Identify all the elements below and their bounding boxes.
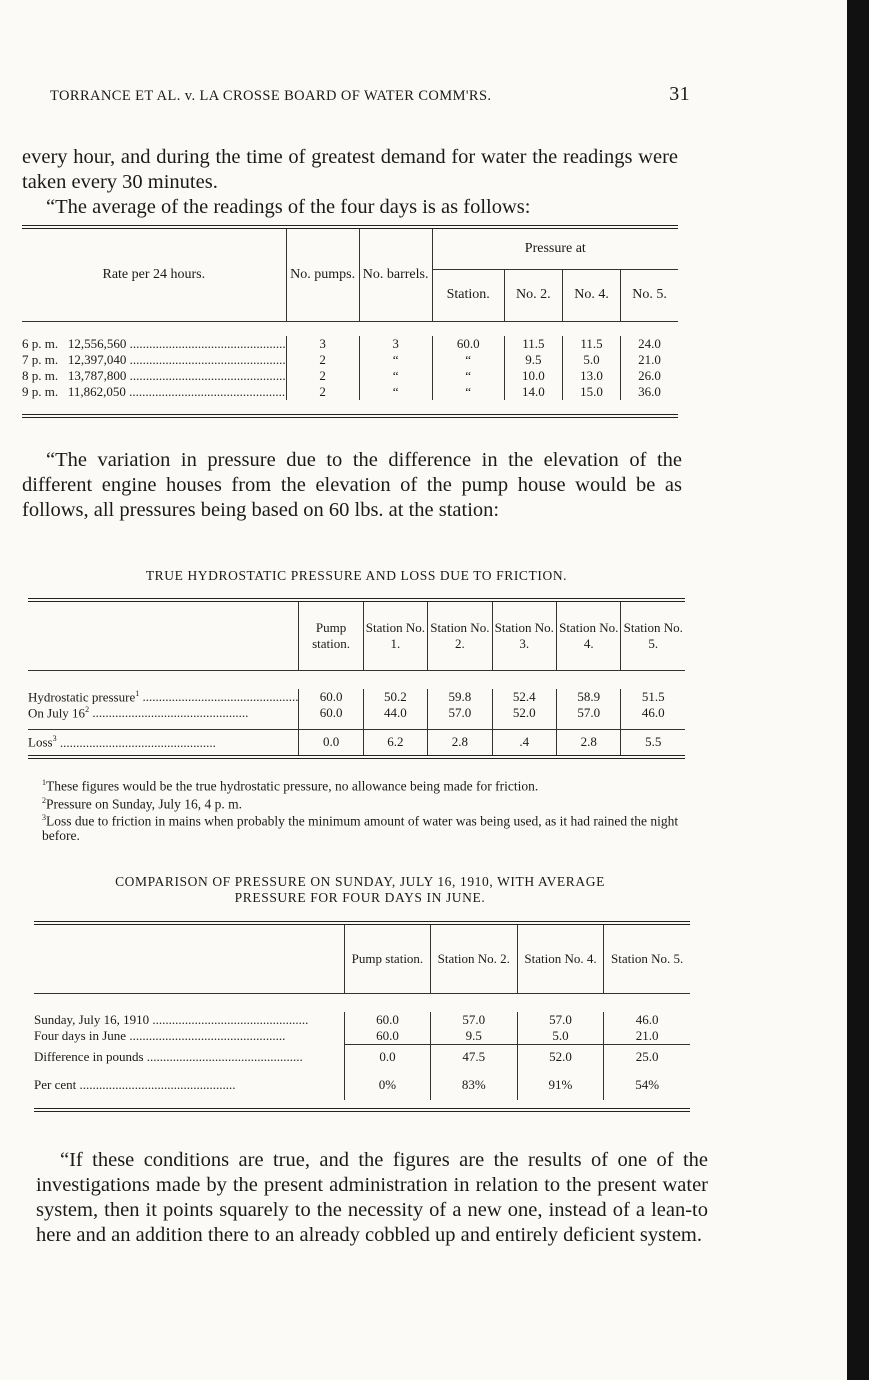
- table-row: Sunday, July 16, 1910 ..... 60.0 57.0 57.0 46.0: [34, 1012, 690, 1028]
- col-pump-station: Pump station.: [345, 923, 431, 993]
- footnotes: [30, 776, 690, 843]
- pumps-header: No. pumps.: [286, 227, 359, 321]
- col-station-4: Station No. 4.: [517, 923, 604, 993]
- table3-caption: COMPARISON OF PRESSURE ON SUNDAY, JULY 16, 1910, WITH AVERAGE PRESSURE FOR FOUR DAYS IN JUNE.: [115, 874, 605, 905]
- running-title: TORRANCE ET AL. v. LA CROSSE BOARD OF WATER COMM'RS.: [50, 88, 492, 104]
- loss-row: Loss$^3$ ..... 0.0 6.2 2.8 .4 2.8 5.5: [28, 729, 685, 757]
- col-station-5: Station No. 5.: [621, 600, 685, 670]
- no4-header: No. 4.: [562, 269, 620, 321]
- table-row: Hydrostatic pressure$^1$ ..... 60.0 50.2 59.8 52.4 58.9 51.5: [28, 689, 685, 705]
- intro-text: every hour, and during the time of greatest demand for water the readings were taken every 30 minutes.: [22, 146, 678, 193]
- page-number: 31: [669, 83, 690, 105]
- rate-header: Rate per 24 hours.: [102, 266, 206, 282]
- col-station-2: Station No. 2.: [428, 600, 492, 670]
- table-row: 6 p. m. 12,556,560 ..... 3 3 60.0 11.5 11.5 24.0: [22, 336, 678, 352]
- barrels-header: No. barrels.: [359, 227, 432, 321]
- col-station-3: Station No. 3.: [492, 600, 556, 670]
- table-row: On July $16^2$ ..... 60.0 44.0 57.0 52.0 57.0 46.0: [28, 705, 685, 721]
- pressure-at-header: Pressure at: [432, 227, 678, 269]
- average-readings-table: [22, 225, 678, 418]
- table2-caption: TRUE HYDROSTATIC PRESSURE AND LOSS DUE TO FRICTION.: [145, 568, 568, 583]
- col-pump-station: Pump station.: [299, 600, 363, 670]
- hydrostatic-pressure-table: [28, 598, 685, 759]
- footnote-2: $^2$Pressure on Sunday, July 16, 4 p. m.: [42, 795, 242, 811]
- table-row: 9 p. m. 11,862,050 ..... 2 “ “ 14.0 15.0 36.0: [22, 384, 678, 400]
- running-header: [50, 83, 690, 105]
- col-station-2: Station No. 2.: [430, 923, 517, 993]
- difference-row: Difference in pounds ..... 0.0 47.5 52.0 25.0: [34, 1044, 690, 1070]
- table-row: Four days in June ..... 60.0 9.5 5.0 21.0: [34, 1028, 690, 1045]
- station-header: Station.: [432, 269, 504, 321]
- no5-header: No. 5.: [621, 269, 678, 321]
- variation-paragraph: “The variation in pressure due to the difference in the elevation of the different engine houses from the elevation of the pump house would be as follows, all pressures being based on 60 lbs. at the station:: [22, 449, 682, 521]
- closing-paragraph: “If these conditions are true, and the figures are the results of one of the investigations made by the present administration in relation to the present water system, then it points squarely to the necessity of a new one, instead of a lean-to here and an addition there to an already cobbled up and entirely deficient system.: [36, 1149, 708, 1246]
- percent-row: Per cent ..... 0% 83% 91% 54%: [34, 1070, 690, 1100]
- col-station-4: Station No. 4.: [557, 600, 621, 670]
- no2-header: No. 2.: [504, 269, 562, 321]
- intro-lead-in: “The average of the readings of the four days is as follows:: [46, 196, 531, 218]
- col-station-5: Station No. 5.: [604, 923, 690, 993]
- footnote-3: $^3$Loss due to friction in mains when probably the minimum amount of water was being used, as it had rained the night before.: [42, 813, 679, 843]
- page-edge-shadow: [847, 0, 869, 1380]
- intro-paragraph: [22, 145, 678, 220]
- table-row: 8 p. m. 13,787,800 ..... 2 “ “ 10.0 13.0 26.0: [22, 368, 678, 384]
- footnote-1: $^1$These figures would be the true hydrostatic pressure, no allowance being made for friction.: [42, 778, 539, 794]
- pressure-comparison-table: [34, 921, 690, 1112]
- table-row: 7 p. m. 12,397,040 ..... 2 “ “ 9.5 5.0 21.0: [22, 352, 678, 368]
- col-station-1: Station No. 1.: [363, 600, 427, 670]
